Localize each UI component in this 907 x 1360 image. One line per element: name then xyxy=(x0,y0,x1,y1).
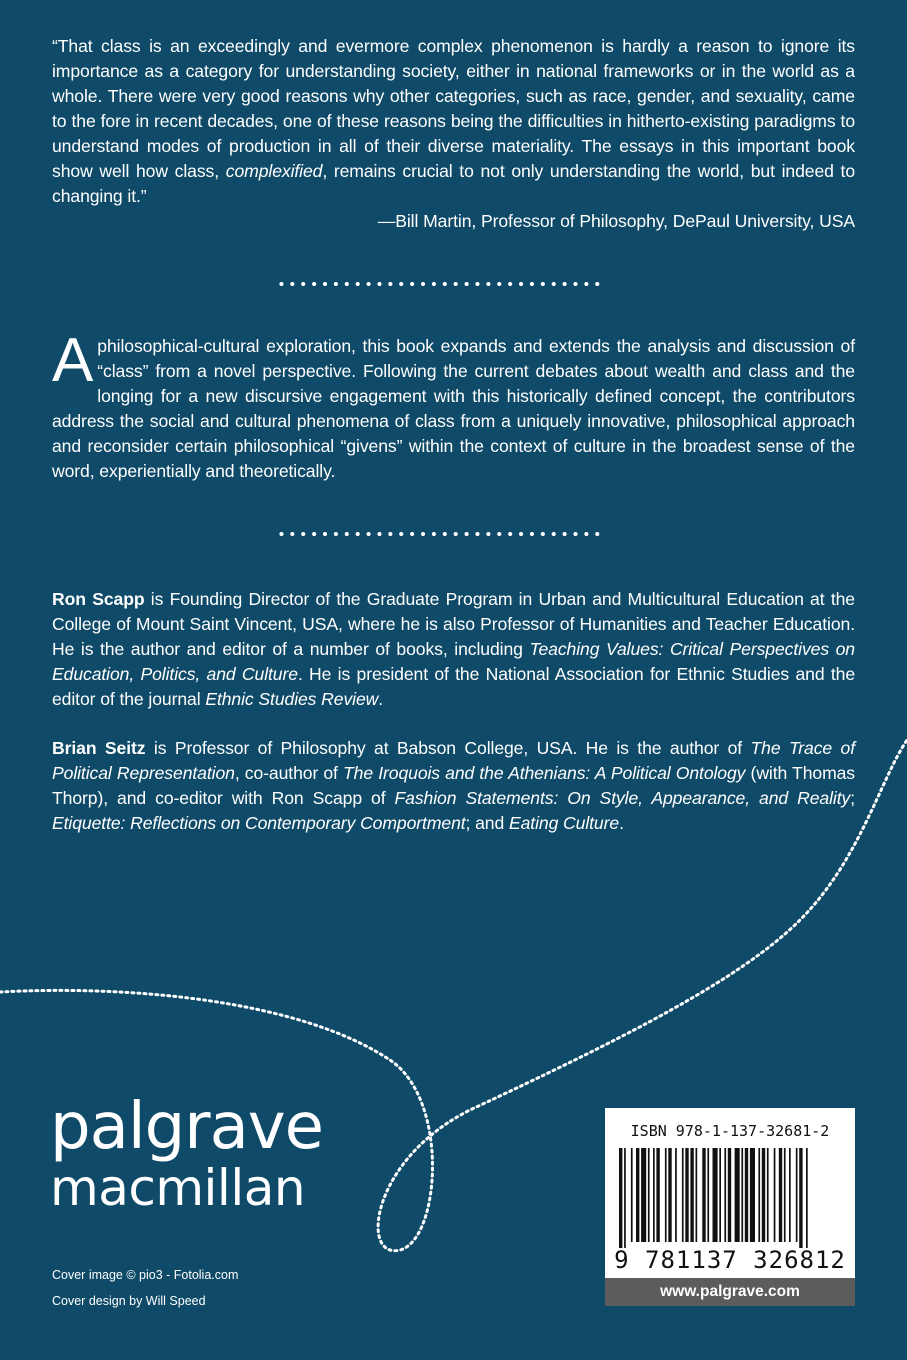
editor-bio-scapp xyxy=(52,587,855,712)
barcode-bar xyxy=(767,1148,769,1242)
barcode-bar xyxy=(724,1148,726,1242)
barcode-bar xyxy=(685,1148,688,1242)
barcode-bar xyxy=(641,1148,646,1242)
barcode-bar xyxy=(745,1148,748,1242)
bio-text: . He is president of the National Association for Ethnic Studies and the editor of the journal xyxy=(52,664,855,709)
quote-text-2: , remains crucial to not only understanding the world, but indeed to changing it.” xyxy=(52,161,856,206)
bio-text: , co-author of xyxy=(234,763,344,783)
barcode-bar xyxy=(702,1148,705,1242)
barcode-bar xyxy=(682,1148,684,1242)
barcode-bar xyxy=(624,1148,626,1248)
publisher-logo xyxy=(50,1090,324,1217)
barcode-bar xyxy=(750,1148,755,1242)
journal-title: Ethnic Studies Review xyxy=(205,689,379,709)
bio-text: is Founding Director of the Graduate Program in Urban and Multicultural Education at the College of Mount Saint Vincent, USA, where he is also Professor of Humanities and Teacher Education. He is the author and editor of a number of books, including xyxy=(52,589,855,659)
endorsement-quote xyxy=(52,34,855,234)
barcode-bar xyxy=(796,1148,798,1242)
barcode-bar xyxy=(636,1148,639,1242)
description-text: philosophical-cultural exploration, this book expands and extends the analysis and discussion of “class” from a novel perspective. Following the current debates about wealth and class and the longing for a new discursive engagement with this historically defined concept, the contributors address the social and cultural phenomena of class from a uniquely innovative, philosophical approach and reconsider certain philosophical “givens” within the context of culture in the broadest sense of the word, experientially and theoretically. xyxy=(52,336,855,481)
isbn-barcode-panel xyxy=(605,1108,855,1306)
barcode-bar xyxy=(799,1148,802,1248)
bio-text: is Professor of Philosophy at Babson College, USA. He is the author of xyxy=(145,738,751,758)
dotted-divider-bottom xyxy=(276,531,602,537)
book-title: Etiquette: Reflections on Contemporary Comportment xyxy=(52,813,466,833)
bio-name: Brian Seitz xyxy=(52,738,146,758)
barcode-bar xyxy=(741,1148,743,1242)
barcode-bar xyxy=(707,1148,709,1242)
bio-text: ; xyxy=(850,788,855,808)
barcode-bar xyxy=(719,1148,721,1242)
book-description xyxy=(52,326,855,484)
barcode-bar xyxy=(762,1148,765,1242)
barcode-digits: 9 781137 326812 xyxy=(614,1246,846,1274)
isbn-label: ISBN 978-1-137-32681-2 xyxy=(630,1122,830,1140)
barcode-bar xyxy=(774,1148,776,1242)
barcode-bar xyxy=(789,1148,791,1242)
book-title: Eating Culture xyxy=(508,813,620,833)
barcode-bar xyxy=(690,1148,693,1242)
book-title: Teaching Values: Critical Perspectives on Education, Politics, and Culture xyxy=(52,639,855,684)
book-title: The Iroquois and the Athenians: A Political Ontology xyxy=(343,763,746,783)
dotted-divider-top xyxy=(276,281,602,287)
quote-text-1: “That class is an exceedingly and evermore complex phenomenon is hardly a reason to ignore its importance as a category for understanding society, either in national frameworks or in the world as a whole. There were very good reasons why other categories, such as race, gender, and sexuality, came to the fore in recent decades, one of these reasons being the difficulties in hitherto-existing paradigms to understand modes of production in all of their diverse materiality. The essays in this important book show well how class, xyxy=(52,36,855,181)
quote-attribution: —Bill Martin, Professor of Philosophy, DePaul University, USA xyxy=(377,211,855,231)
barcode-bar xyxy=(675,1148,677,1242)
bio-text: . xyxy=(378,689,384,709)
book-title: The Trace of Political Representation xyxy=(52,738,856,783)
bio-text: . xyxy=(619,813,624,833)
barcode-bar xyxy=(648,1148,650,1242)
cover-image-credit: Cover image © pio3 - Fotolia.com xyxy=(52,1268,239,1282)
barcode-graphic xyxy=(619,1148,841,1248)
bio-text: ; and xyxy=(465,813,509,833)
logo-line-macmillan: macmillan xyxy=(50,1159,306,1217)
book-title: Fashion Statements: On Style, Appearance, and Reality xyxy=(394,788,851,808)
logo-line-palgrave: palgrave xyxy=(50,1090,324,1164)
bio-text: (with Thomas Thorp), and co-editor with Ron Scapp of xyxy=(52,763,856,808)
barcode-bar xyxy=(665,1148,667,1242)
barcode-bar xyxy=(758,1148,760,1242)
barcode-bar xyxy=(631,1148,633,1242)
bio-name: Ron Scapp xyxy=(52,589,145,609)
drop-cap: A xyxy=(52,326,94,395)
barcode-bar xyxy=(653,1148,655,1242)
barcode-bar xyxy=(713,1148,718,1242)
barcode-bar xyxy=(784,1148,786,1242)
publisher-url: www.palgrave.com xyxy=(605,1278,855,1306)
barcode-bar xyxy=(619,1148,622,1248)
barcode-bar xyxy=(735,1148,740,1242)
barcode-bar xyxy=(806,1148,808,1248)
barcode-bar xyxy=(656,1148,659,1242)
editor-bio-seitz xyxy=(52,736,855,836)
quote-emphasis: complexified xyxy=(225,161,323,181)
barcode-bar xyxy=(779,1148,782,1242)
barcode-bar xyxy=(696,1148,698,1242)
barcode-bar xyxy=(668,1148,671,1242)
barcode-bar xyxy=(728,1148,731,1242)
cover-design-credit: Cover design by Will Speed xyxy=(52,1294,206,1308)
